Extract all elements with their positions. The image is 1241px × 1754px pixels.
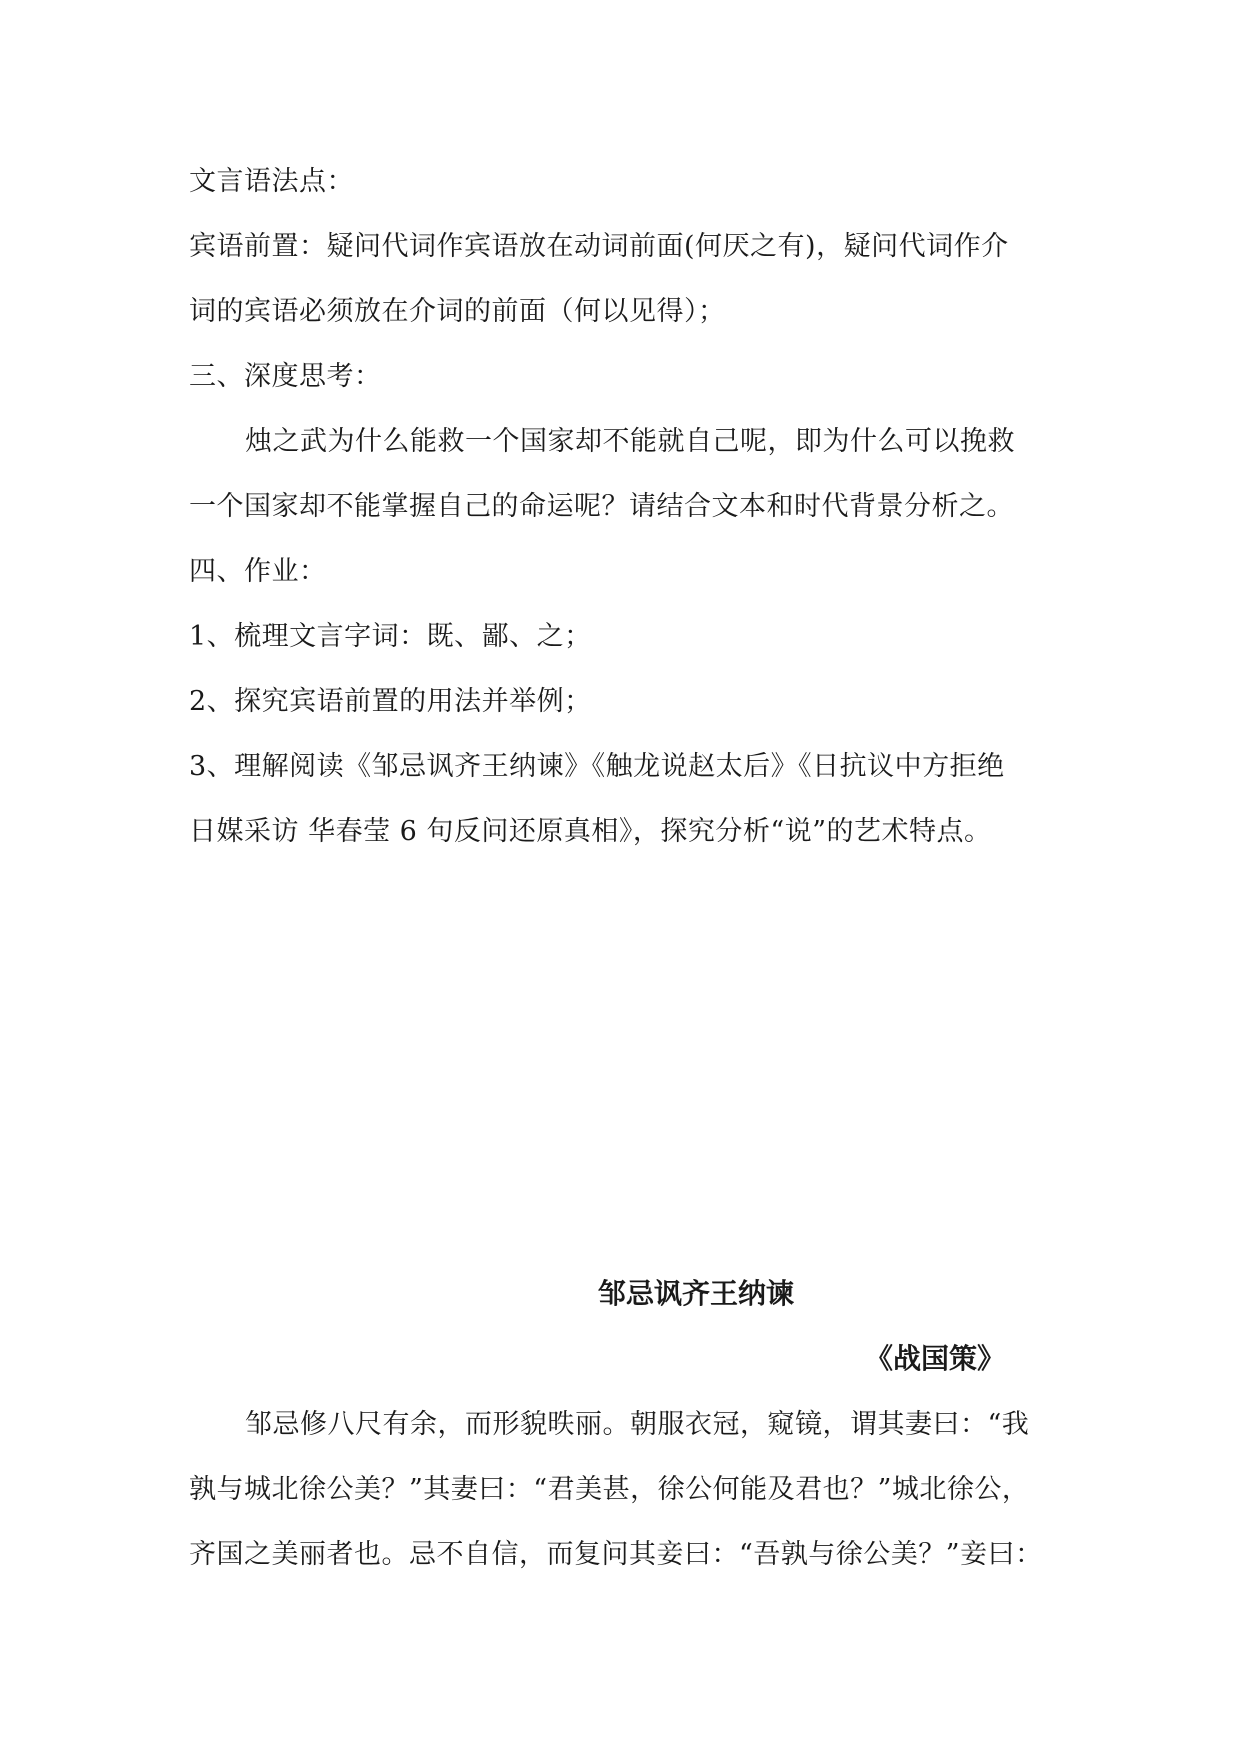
homework-item-2: 2、探究宾语前置的用法并举例； [189, 686, 592, 717]
grammar-heading: 文言语法点： [189, 166, 354, 197]
article-title: 邹忌讽齐王纳谏 [598, 1277, 795, 1310]
grammar-line-2: 词的宾语必须放在介词的前面（何以见得）； [189, 296, 726, 327]
thinking-line-1: 烛之武为什么能救一个国家却不能就自己呢，即为什么可以挽救 [245, 426, 1015, 457]
grammar-line-1: 宾语前置：疑问代词作宾语放在动词前面(何厌之有)，疑问代词作介 [189, 231, 1009, 262]
homework-item-3-line-2: 日媒采访 华春莹 6 句反问还原真相》，探究分析“说”的艺术特点。 [189, 816, 992, 847]
homework-heading: 四、作业： [189, 556, 327, 587]
homework-item-3-line-1: 3、理解阅读《邹忌讽齐王纳谏》《触龙说赵太后》《日抗议中方拒绝 [189, 751, 1005, 782]
homework-item-1: 1、梳理文言字词：既、鄙、之； [189, 621, 592, 652]
article-line-3: 齐国之美丽者也。忌不自信，而复问其妾曰：“吾孰与徐公美？”妾曰： [189, 1539, 1043, 1570]
thinking-heading: 三、深度思考： [189, 361, 382, 392]
article-line-2: 孰与城北徐公美？”其妻曰：“君美甚，徐公何能及君也？”城北徐公， [189, 1474, 1030, 1505]
thinking-line-2: 一个国家却不能掌握自己的命运呢？请结合文本和时代背景分析之。 [189, 491, 1014, 522]
article-source: 《战国策》 [865, 1342, 1006, 1375]
article-line-1: 邹忌修八尺有余，而形貌昳丽。朝服衣冠，窥镜，谓其妻曰：“我 [245, 1409, 1030, 1440]
